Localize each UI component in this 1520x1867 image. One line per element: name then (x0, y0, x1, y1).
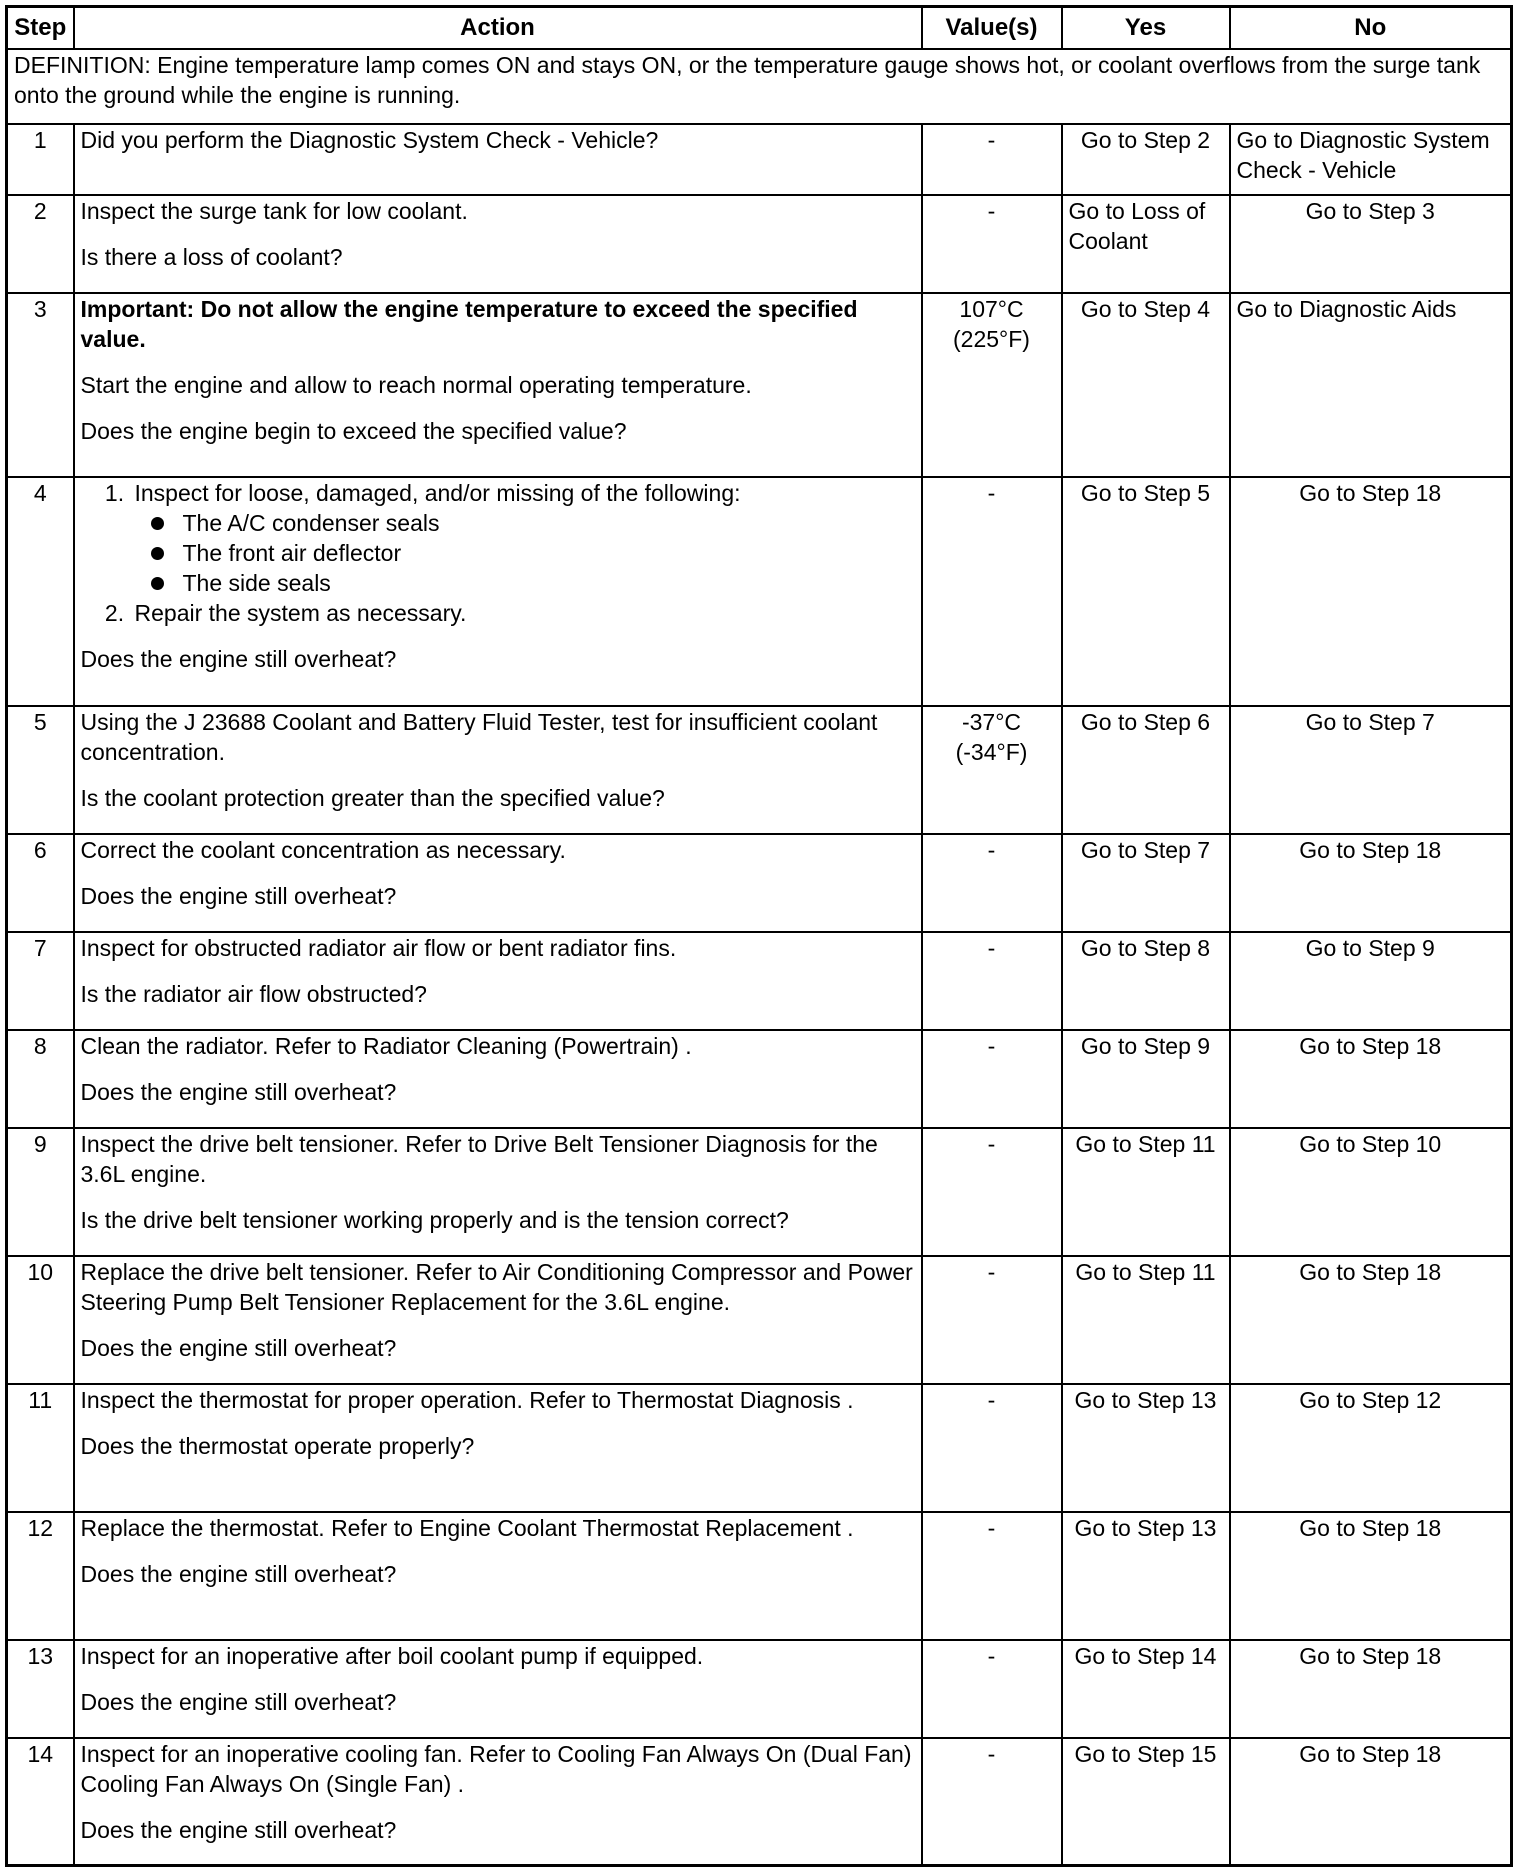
step-number: 2 (7, 195, 74, 293)
action-instruction: Clean the radiator. Refer to Radiator Cleaning (Powertrain) . (80, 1032, 692, 1059)
step-number: 7 (7, 932, 74, 1030)
action-question: Did you perform the Diagnostic System Check - Vehicle? (80, 126, 659, 153)
numbered-step-2: 2. Repair the system as necessary. (131, 598, 915, 628)
action-instruction: Inspect the surge tank for low coolant. (80, 197, 468, 224)
no-cell: Go to Diagnostic System Check - Vehicle (1230, 124, 1512, 195)
table-row (7, 195, 1512, 293)
yes-cell: Go to Step 6 (1062, 706, 1230, 834)
action-question: Does the engine still overheat? (80, 1560, 397, 1587)
numbered-steps (81, 478, 915, 628)
action-cell (74, 477, 922, 706)
step-number: 13 (7, 1640, 74, 1738)
yes-cell: Go to Step 15 (1062, 1738, 1230, 1866)
yes-cell: Go to Step 2 (1062, 124, 1230, 195)
action-instruction: Inspect for obstructed radiator air flow or bent radiator fins. (80, 934, 677, 961)
yes-cell: Go to Step 13 (1062, 1512, 1230, 1640)
table-row (7, 124, 1512, 195)
table-row (7, 1512, 1512, 1640)
header-no: No (1230, 7, 1512, 49)
no-cell: Go to Step 18 (1230, 1738, 1512, 1866)
definition-text: DEFINITION: Engine temperature lamp comes ON and stays ON, or the temperature gauge shows hot, or coolant overflows from the surge tank onto the ground while the engine is running. (7, 49, 1512, 124)
no-cell: Go to Step 10 (1230, 1128, 1512, 1256)
action-cell (74, 932, 922, 1030)
numbered-step-1 (131, 478, 915, 598)
table-header-row (7, 7, 1512, 49)
step-number: 6 (7, 834, 74, 932)
action-instruction: Correct the coolant concentration as necessary. (80, 836, 566, 863)
no-cell: Go to Step 3 (1230, 195, 1512, 293)
action-cell (74, 1030, 922, 1128)
bullet-list (135, 508, 915, 598)
value-celsius: -37°C (961, 708, 1022, 735)
action-question: Is the coolant protection greater than the specified value? (80, 784, 665, 811)
header-action: Action (74, 7, 922, 49)
action-question: Is the radiator air flow obstructed? (80, 980, 427, 1007)
action-cell (74, 124, 922, 195)
table-row (7, 834, 1512, 932)
table-row (7, 477, 1512, 706)
action-question: Does the engine still overheat? (80, 1078, 397, 1105)
action-question: Is the drive belt tensioner working properly and is the tension correct? (80, 1206, 789, 1233)
value-fahrenheit: (-34°F) (955, 738, 1028, 765)
action-cell (74, 195, 922, 293)
yes-cell: Go to Step 7 (1062, 834, 1230, 932)
action-question: Does the engine still overheat? (80, 1334, 397, 1361)
no-cell: Go to Step 9 (1230, 932, 1512, 1030)
header-values: Value(s) (922, 7, 1062, 49)
value-cell: - (922, 932, 1062, 1030)
no-cell: Go to Step 18 (1230, 1512, 1512, 1640)
value-fahrenheit: (225°F) (953, 325, 1030, 352)
yes-cell: Go to Step 14 (1062, 1640, 1230, 1738)
action-question: Is there a loss of coolant? (80, 243, 343, 270)
value-cell: - (922, 1640, 1062, 1738)
action-cell (74, 1256, 922, 1384)
definition-row (7, 49, 1512, 124)
important-note: Important: Do not allow the engine temperature to exceed the specified value. (80, 295, 858, 352)
value-cell: - (922, 124, 1062, 195)
action-instruction: Replace the thermostat. Refer to Engine Coolant Thermostat Replacement . (80, 1514, 854, 1541)
yes-cell: Go to Step 11 (1062, 1128, 1230, 1256)
step-number: 10 (7, 1256, 74, 1384)
step-number: 8 (7, 1030, 74, 1128)
action-cell (74, 1640, 922, 1738)
yes-cell: Go to Step 9 (1062, 1030, 1230, 1128)
header-step: Step (7, 7, 74, 49)
yes-cell: Go to Step 11 (1062, 1256, 1230, 1384)
action-question: Does the engine still overheat? (80, 1816, 397, 1843)
action-cell (74, 293, 922, 477)
action-question: Does the engine still overheat? (80, 645, 397, 672)
step-number: 14 (7, 1738, 74, 1866)
table-row (7, 1256, 1512, 1384)
bullet-item: The A/C condenser seals (165, 508, 915, 538)
value-celsius: 107°C (959, 295, 1024, 322)
value-cell: - (922, 1256, 1062, 1384)
action-instruction: Inspect for an inoperative after boil coolant pump if equipped. (80, 1642, 704, 1669)
numbered-step-text: Inspect for loose, damaged, and/or missing of the following: (134, 479, 741, 506)
value-cell: - (922, 477, 1062, 706)
action-cell (74, 1128, 922, 1256)
value-cell: - (922, 1030, 1062, 1128)
header-yes: Yes (1062, 7, 1230, 49)
no-cell: Go to Step 18 (1230, 1030, 1512, 1128)
diagnostic-table-sheet (5, 5, 1513, 1867)
step-number: 1 (7, 124, 74, 195)
table-row (7, 1640, 1512, 1738)
value-cell: - (922, 1738, 1062, 1866)
action-instruction: Start the engine and allow to reach normal operating temperature. (80, 371, 752, 398)
diagnostic-table (5, 5, 1513, 1867)
table-row (7, 1128, 1512, 1256)
value-cell: - (922, 1512, 1062, 1640)
action-question: Does the engine still overheat? (80, 882, 397, 909)
no-cell: Go to Step 7 (1230, 706, 1512, 834)
no-cell: Go to Diagnostic Aids (1230, 293, 1512, 477)
action-question: Does the thermostat operate properly? (80, 1432, 475, 1459)
action-instruction: Using the J 23688 Coolant and Battery Fluid Tester, test for insufficient coolant concentration. (80, 708, 878, 765)
action-instruction: Replace the drive belt tensioner. Refer to Air Conditioning Compressor and Power Steering Pump Belt Tensioner Replacement for the 3.6L engine. (80, 1258, 913, 1315)
action-cell (74, 1738, 922, 1866)
table-row (7, 932, 1512, 1030)
no-cell: Go to Step 18 (1230, 1640, 1512, 1738)
no-cell: Go to Step 18 (1230, 834, 1512, 932)
step-number: 11 (7, 1384, 74, 1512)
step-number: 3 (7, 293, 74, 477)
action-cell (74, 706, 922, 834)
action-instruction: Inspect the drive belt tensioner. Refer to Drive Belt Tensioner Diagnosis for the 3.6L engine. (80, 1130, 878, 1187)
yes-cell: Go to Step 4 (1062, 293, 1230, 477)
step-number: 5 (7, 706, 74, 834)
no-cell: Go to Step 12 (1230, 1384, 1512, 1512)
value-cell (922, 706, 1062, 834)
table-row (7, 1738, 1512, 1866)
value-cell: - (922, 834, 1062, 932)
step-number: 12 (7, 1512, 74, 1640)
yes-cell: Go to Step 5 (1062, 477, 1230, 706)
bullet-item: The front air deflector (165, 538, 915, 568)
table-row (7, 1384, 1512, 1512)
table-row (7, 293, 1512, 477)
action-cell (74, 834, 922, 932)
no-cell: Go to Step 18 (1230, 477, 1512, 706)
action-instruction: Inspect for an inoperative cooling fan. Refer to Cooling Fan Always On (Dual Fan) Cooling Fan Always On (Single Fan) . (80, 1740, 912, 1797)
action-instruction: Inspect the thermostat for proper operation. Refer to Thermostat Diagnosis . (80, 1386, 854, 1413)
action-cell (74, 1384, 922, 1512)
yes-cell: Go to Loss of Coolant (1062, 195, 1230, 293)
action-question: Does the engine still overheat? (80, 1688, 397, 1715)
bullet-item: The side seals (165, 568, 915, 598)
value-cell: - (922, 1128, 1062, 1256)
step-number: 4 (7, 477, 74, 706)
table-row (7, 1030, 1512, 1128)
step-number: 9 (7, 1128, 74, 1256)
value-cell (922, 293, 1062, 477)
value-cell: - (922, 1384, 1062, 1512)
no-cell: Go to Step 18 (1230, 1256, 1512, 1384)
value-cell: - (922, 195, 1062, 293)
action-question: Does the engine begin to exceed the specified value? (80, 417, 627, 444)
yes-cell: Go to Step 13 (1062, 1384, 1230, 1512)
table-row (7, 706, 1512, 834)
yes-cell: Go to Step 8 (1062, 932, 1230, 1030)
action-cell (74, 1512, 922, 1640)
